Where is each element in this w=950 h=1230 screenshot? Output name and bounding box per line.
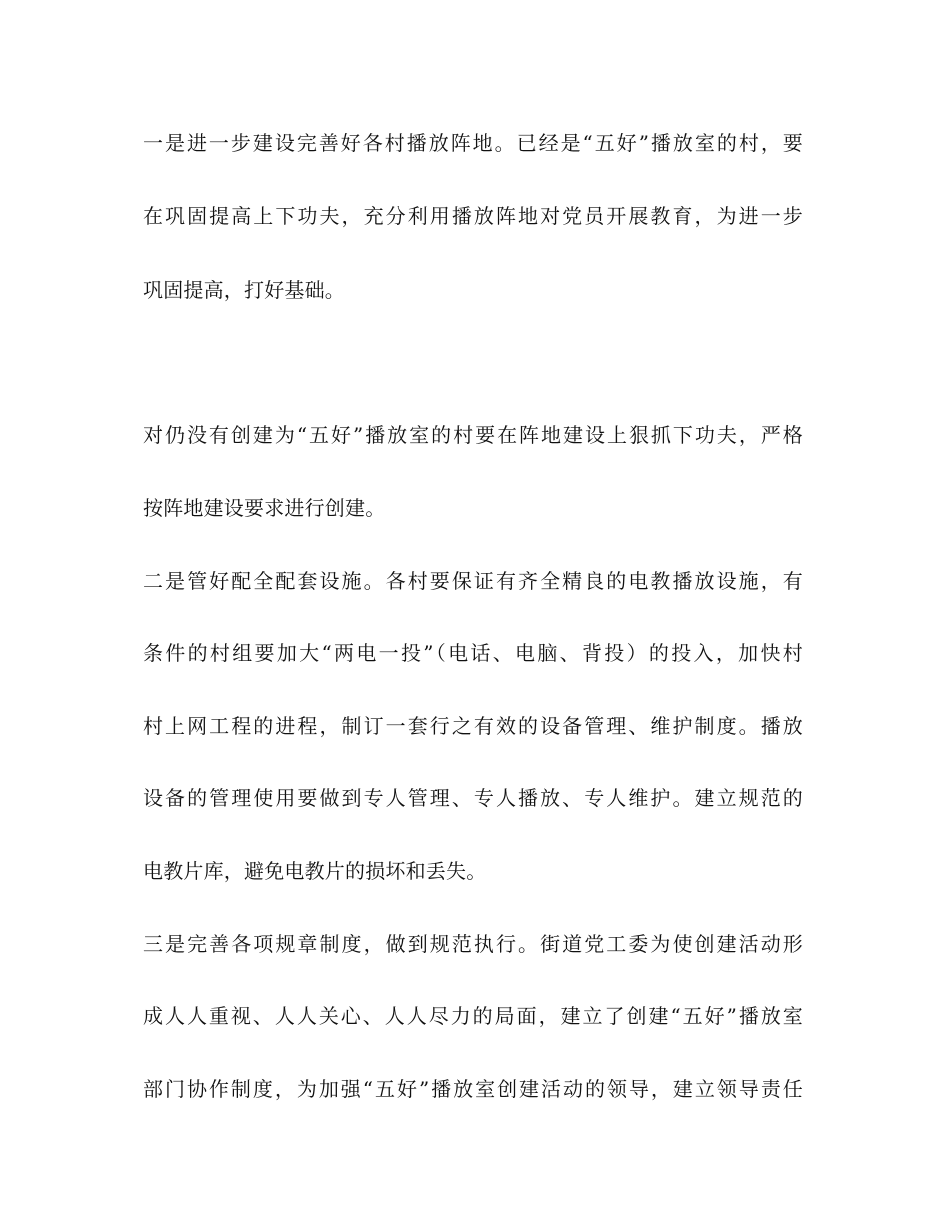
paragraph-line: 在巩固提高上下功夫，充分利用播放阵地对党员开展教育，为进一步 [143,204,803,228]
paragraph-line: 二是管好配全配套设施。各村要保证有齐全精良的电教播放设施，有 [143,569,803,593]
paragraph-line: 按阵地建设要求进行创建。 [143,496,386,520]
paragraph-line: 对仍没有创建为“五好”播放室的村要在阵地建设上狠抓下功夫，严格 [143,423,803,447]
paragraph-line: 成人人重视、人人关心、人人尽力的局面，建立了创建“五好”播放室 [143,1004,803,1028]
paragraph-line: 巩固提高，打好基础。 [143,278,345,302]
paragraph-line: 条件的村组要加大“两电一投”（电话、电脑、背投）的投入，加快村 [143,641,803,665]
paragraph-line: 部门协作制度，为加强“五好”播放室创建活动的领导，建立领导责任 [143,1077,803,1101]
paragraph-line: 一是进一步建设完善好各村播放阵地。已经是“五好”播放室的村，要 [143,131,803,155]
paragraph-line: 设备的管理使用要做到专人管理、专人播放、专人维护。建立规范的 [143,786,803,810]
paragraph-line: 三是完善各项规章制度，做到规范执行。街道党工委为使创建活动形 [143,932,803,956]
paragraph-line: 电教片库，避免电教片的损坏和丢失。 [143,859,487,883]
paragraph-line: 村上网工程的进程，制订一套行之有效的设备管理、维护制度。播放 [143,714,803,738]
